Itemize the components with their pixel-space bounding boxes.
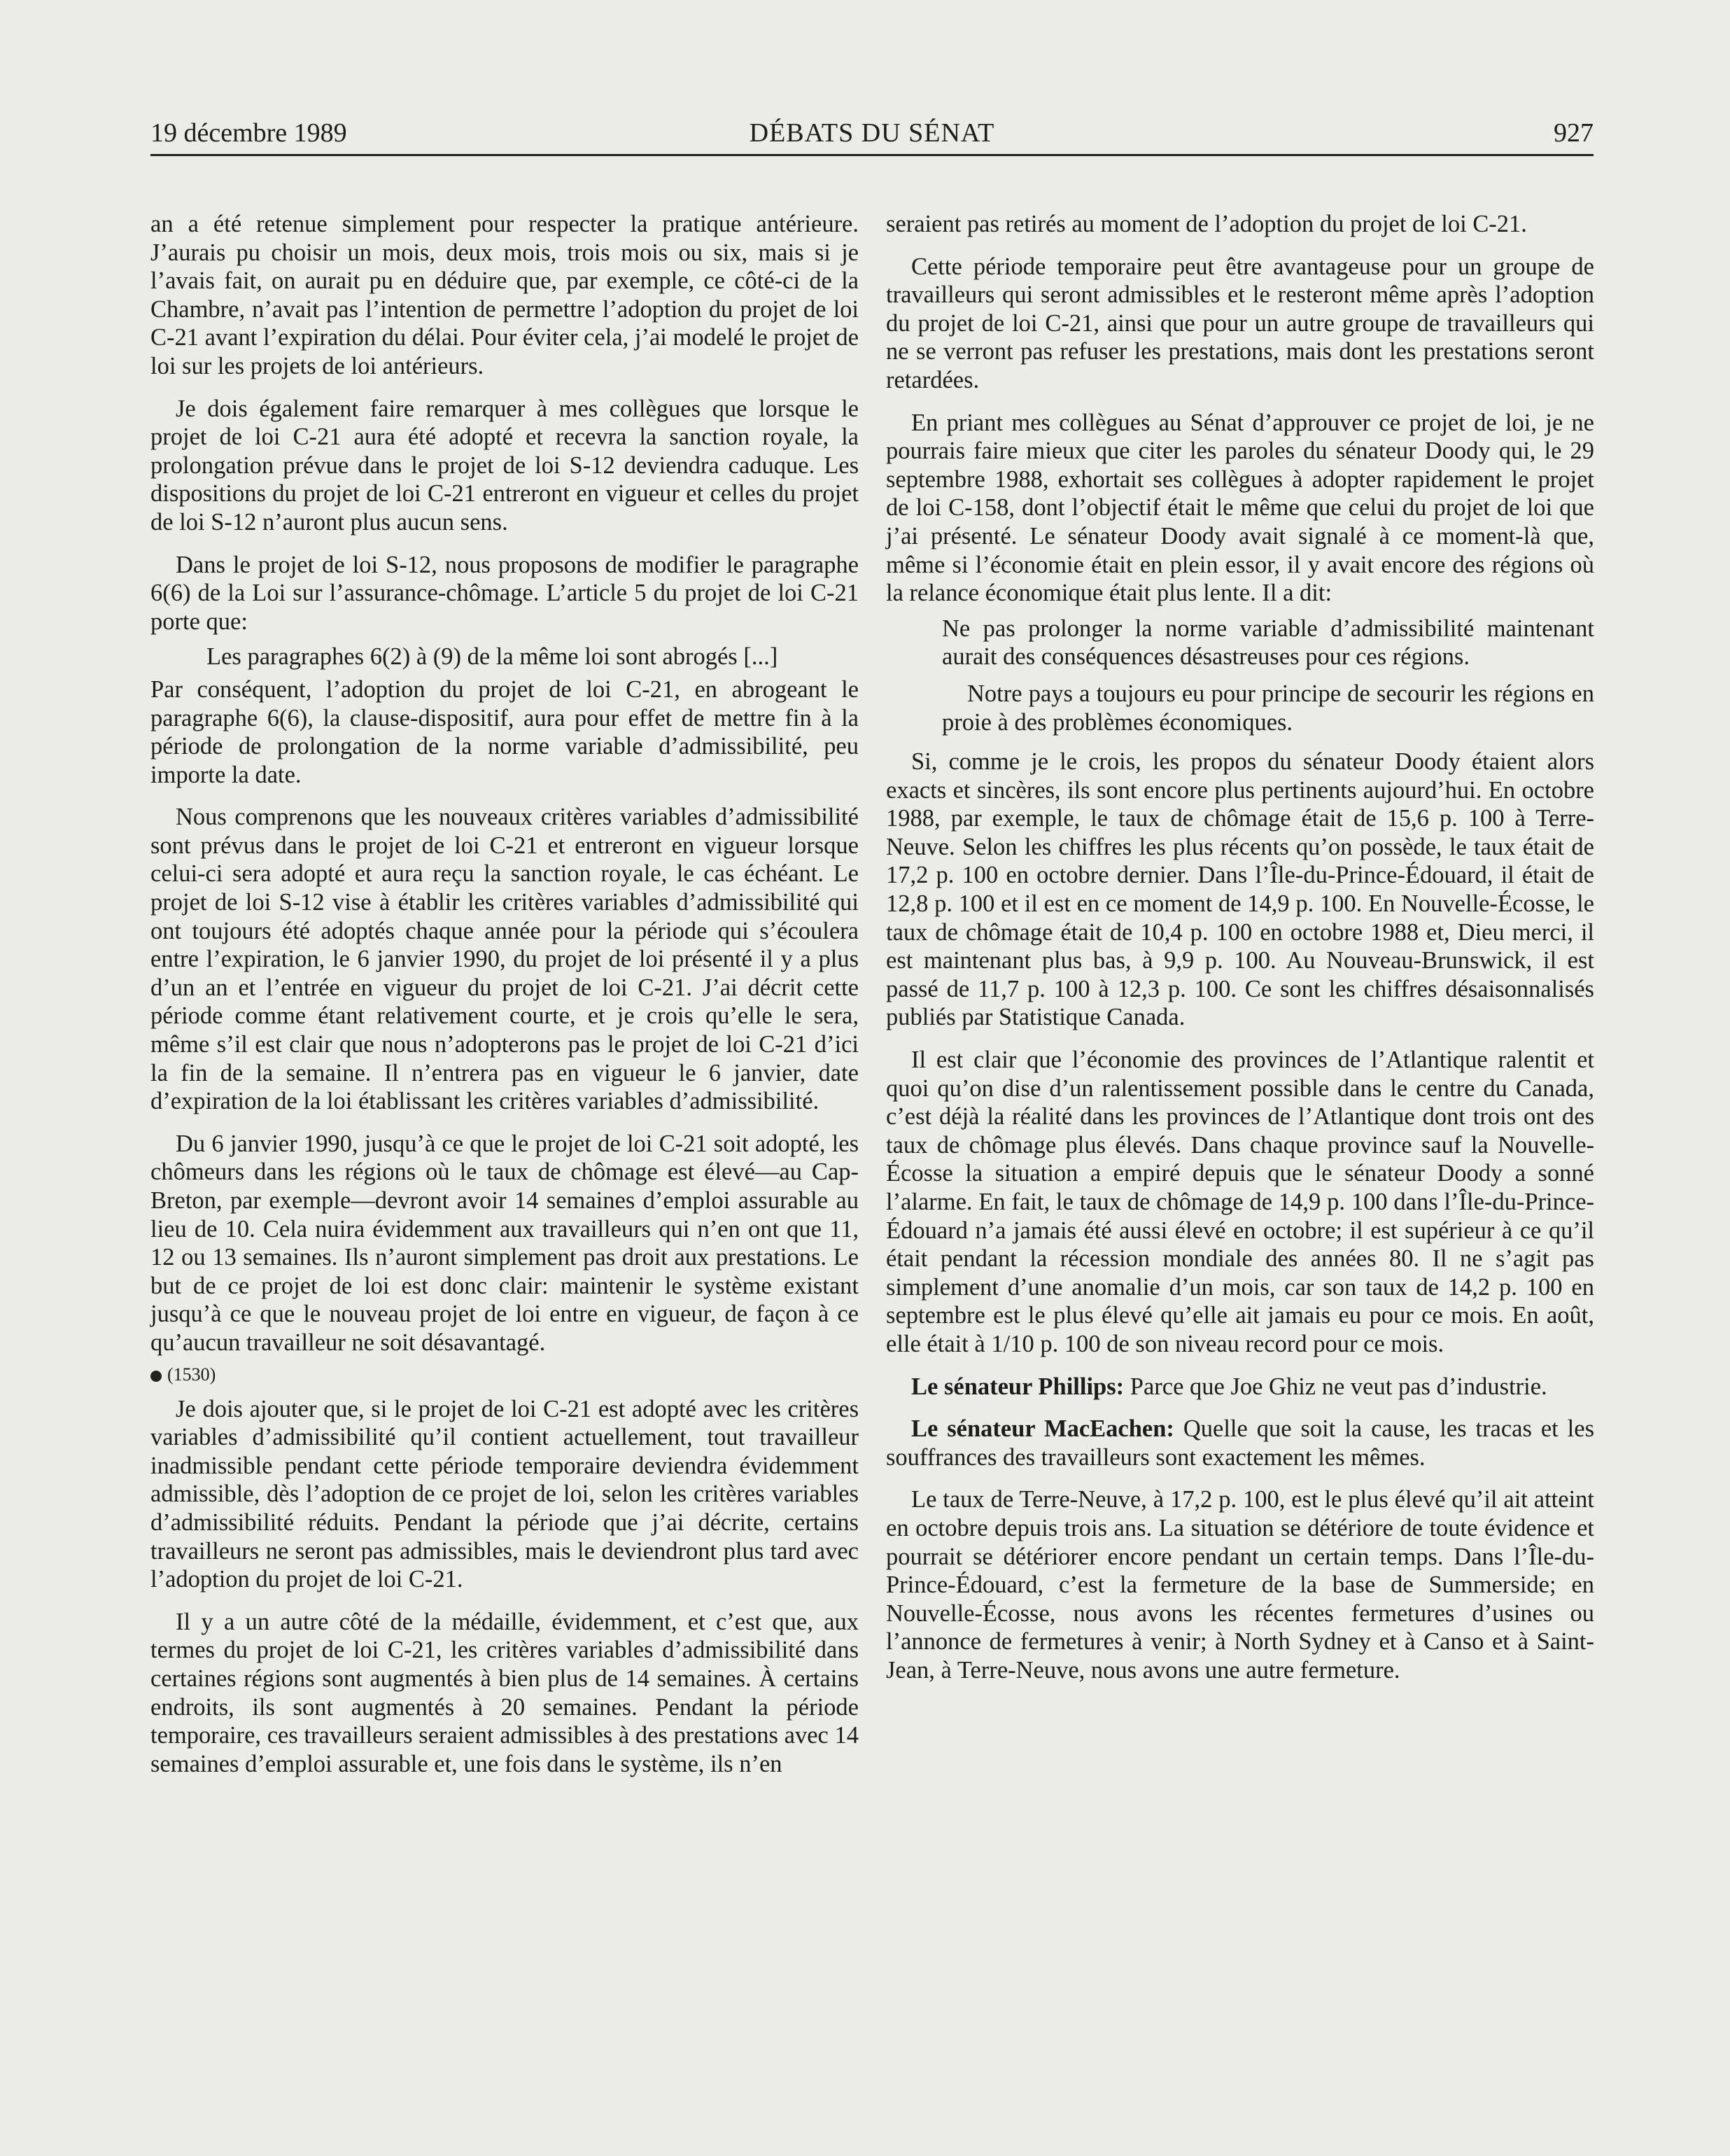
page-header bbox=[150, 118, 1594, 156]
time-marker-label: (1530) bbox=[167, 1364, 216, 1385]
header-title: DÉBATS DU SÉNAT bbox=[749, 118, 995, 148]
paragraph: Il est clair que l’économie des provinces de l’Atlantique ralentit et quoi qu’on dise d’un ralentissement possible dans le centre du Canada, c’est déjà la réalité dans les provinces de l’Atlantique dont trois ont des taux de chômage plus élevés. Dans chaque province sauf la Nouvelle-Écosse la situation a empiré depuis que le sénateur Doody a sonné l’alarme. En fait, le taux de chômage de 14,9 p. 100 dans l’Île-du-Prince-Édouard n’a jamais été aussi élevé en octobre; il est supérieur à ce qu’il était pendant la récession mondiale des années 80. Il ne s’agit pas simplement d’une anomalie d’un mois, car son taux de 14,2 p. 100 en septembre est le plus élevé qu’elle ait jamais eu pour ce mois. En août, elle était à 1/10 p. 100 de son niveau record pour ce mois. bbox=[886, 1046, 1594, 1357]
block-quote: Ne pas prolonger la norme variable d’admissibilité maintenant aurait des conséquences désastreuses pour ces régions. bbox=[942, 615, 1594, 671]
paragraph: Le taux de Terre-Neuve, à 17,2 p. 100, est le plus élevé qu’il ait atteint en octobre depuis trois ans. La situation se détériore de toute évidence et pourrait se détériorer encore pendant un certain temps. Dans l’Île-du-Prince-Édouard, c’est la fermeture de la base de Summerside; en Nouvelle-Écosse, nous avons les récentes fermetures d’usines ou l’annonce de fermetures à venir; à North Sydney et à Canso et à Saint-Jean, à Terre-Neuve, nous avons une autre fermeture. bbox=[886, 1486, 1594, 1684]
paragraph: Il y a un autre côté de la médaille, évidemment, et c’est que, aux termes du projet de loi C-21, les critères variables d’admissibilité dans certaines régions sont augmentés à bien plus de 14 semaines. À certains endroits, ils sont augmentés à 20 semaines. Pendant la période temporaire, ces travailleurs seraient admissibles à des prestations avec 14 semaines d’emploi assurable et, une fois dans le système, ils n’en bbox=[150, 1608, 859, 1777]
paragraph: seraient pas retirés au moment de l’adoption du projet de loi C-21. bbox=[886, 211, 1527, 237]
speech-text: Parce que Joe Ghiz ne veut pas d’industrie. bbox=[1130, 1373, 1547, 1400]
paragraph: an a été retenue simplement pour respecter la pratique antérieure. J’aurais pu choisir un mois, deux mois, trois mois ou six, mais si je l’avais fait, on aurait pu en déduire que, par exemple, ce côté-ci de la Chambre, n’avait pas l’intention de permettre l’adoption du projet de loi C-21 avant l’expiration du délai. Pour éviter cela, j’ai modelé le projet de loi sur les projets de loi antérieurs. bbox=[150, 211, 859, 379]
left-column bbox=[150, 210, 859, 1792]
paragraph: Je dois ajouter que, si le projet de loi C-21 est adopté avec les critères variables d’admissibilité qu’il contient actuellement, tout travailleur inadmissible pendant cette période temporaire deviendra évidemment admissible, dès l’adoption de ce projet de loi, selon les critères variables d’admissibilité réduits. Pendant la période que j’ai décrite, certains travailleurs ne seront pas admissibles, mais le deviendront plus tard avec l’adoption du projet de loi C-21. bbox=[150, 1395, 859, 1593]
paragraph: Si, comme je le crois, les propos du sénateur Doody étaient alors exacts et sincères, ils sont encore plus pertinents aujourd’hui. En octobre 1988, par exemple, le taux de chômage était de 15,6 p. 100 à Terre-Neuve. Selon les chiffres les plus récents qu’on possède, le taux était de 17,2 p. 100 en octobre dernier. Dans l’Île-du-Prince-Édouard, il était de 12,8 p. 100 et il est en ce moment de 14,9 p. 100. En Nouvelle-Écosse, le taux de chômage était de 10,4 p. 100 en octobre 1988 et, Dieu merci, il est maintenant plus bas, à 9,9 p. 100. Au Nouveau-Brunswick, il est passé de 11,7 p. 100 à 12,3 p. 100. Ce sont les chiffres désaisonnalisés publiés par Statistique Canada. bbox=[886, 748, 1594, 1031]
paragraph: Nous comprenons que les nouveaux critères variables d’admissibilité sont prévus dans le projet de loi C-21 et entreront en vigueur lorsque celui-ci sera adopté et aura reçu la sanction royale, le cas échéant. Le projet de loi S-12 vise à établir les critères variables d’admissibilité qui ont toujours été adoptés chaque année pour la période qui s’écoulera entre l’expiration, le 6 janvier 1990, du projet de loi présenté il y a plus d’un an et l’entrée en vigueur du projet de loi C-21. J’ai décrit cette période comme étant relativement courte, et je crois qu’elle le sera, même s’il est clair que nous n’adopterons pas le projet de loi C-21 d’ici la fin de la semaine. Il n’entrera pas en vigueur le 6 janvier, date d’expiration de la loi établissant les critères variables d’admissibilité. bbox=[150, 804, 859, 1115]
page-number: 927 bbox=[1554, 118, 1594, 148]
time-marker bbox=[150, 1363, 859, 1387]
speaker-name: Le sénateur MacEachen: bbox=[911, 1415, 1174, 1443]
paragraph: En priant mes collègues au Sénat d’approuver ce projet de loi, je ne pourrais faire mieux que citer les paroles du sénateur Doody qui, le 29 septembre 1988, exhortait ses collègues à adopter rapidement le projet de loi C-158, dont l’objectif était le même que celui du projet de loi que j’ai présenté. Le sénateur Doody avait signalé à ce moment-là que, même si l’économie était en plein essor, il y avait encore des régions où la relance économique était plus lente. Il a dit: bbox=[886, 409, 1594, 607]
paragraph: Par conséquent, l’adoption du projet de loi C-21, en abrogeant le paragraphe 6(6), la clause-dispositif, aura pour effet de mettre fin à la période de prolongation de la norme variable d’admissibilité, peu importe la date. bbox=[150, 676, 859, 788]
speaker-name: Le sénateur Phillips: bbox=[911, 1373, 1125, 1400]
header-date: 19 décembre 1989 bbox=[150, 118, 347, 148]
right-column bbox=[886, 210, 1594, 1699]
paragraph: Dans le projet de loi S-12, nous proposons de modifier le paragraphe 6(6) de la Loi sur l’assurance-chômage. L’article 5 du projet de loi C-21 porte que: bbox=[150, 551, 859, 635]
paragraph: Du 6 janvier 1990, jusqu’à ce que le projet de loi C-21 soit adopté, les chômeurs dans les régions où le taux de chômage est élevé—au Cap-Breton, par exemple—devront avoir 14 semaines d’emploi assurable au lieu de 10. Cela nuira évidemment aux travailleurs qui n’en ont que 11, 12 ou 13 semaines. Ils n’auront simplement pas droit aux prestations. Le but de ce projet de loi est donc clair: maintenir le système existant jusqu’à ce que le nouveau projet de loi entre en vigueur, de façon à ce qu’aucun travailleur ne soit désavantagé. bbox=[150, 1130, 859, 1356]
bullet-icon bbox=[150, 1371, 162, 1382]
speech-paragraph bbox=[886, 1373, 1594, 1401]
paragraph: Je dois également faire remarquer à mes collègues que lorsque le projet de loi C-21 aura été adopté et recevra la sanction royale, la prolongation prévue dans le projet de loi S-12 deviendra caduque. Les dispositions du projet de loi C-21 entreront en vigueur et celles du projet de loi S-12 n’auront plus aucun sens. bbox=[150, 395, 859, 536]
paragraph: Cette période temporaire peut être avantageuse pour un groupe de travailleurs qui seront admissibles et le resteront même après l’adoption du projet de loi C-21, ainsi que pour un autre groupe de travailleurs qui ne se verront pas refuser les prestations, mais dont les prestations seront retardées. bbox=[886, 253, 1594, 393]
speech-paragraph bbox=[886, 1415, 1594, 1471]
block-quote: Les paragraphes 6(2) à (9) de la même loi sont abrogés [...] bbox=[206, 643, 778, 671]
speech-text: Quelle que soit la cause, les tracas et les souffrances des travailleurs sont exactement les mêmes. bbox=[886, 1415, 1594, 1471]
block-quote: Notre pays a toujours eu pour principe de secourir les régions en proie à des problèmes économiques. bbox=[942, 680, 1594, 736]
